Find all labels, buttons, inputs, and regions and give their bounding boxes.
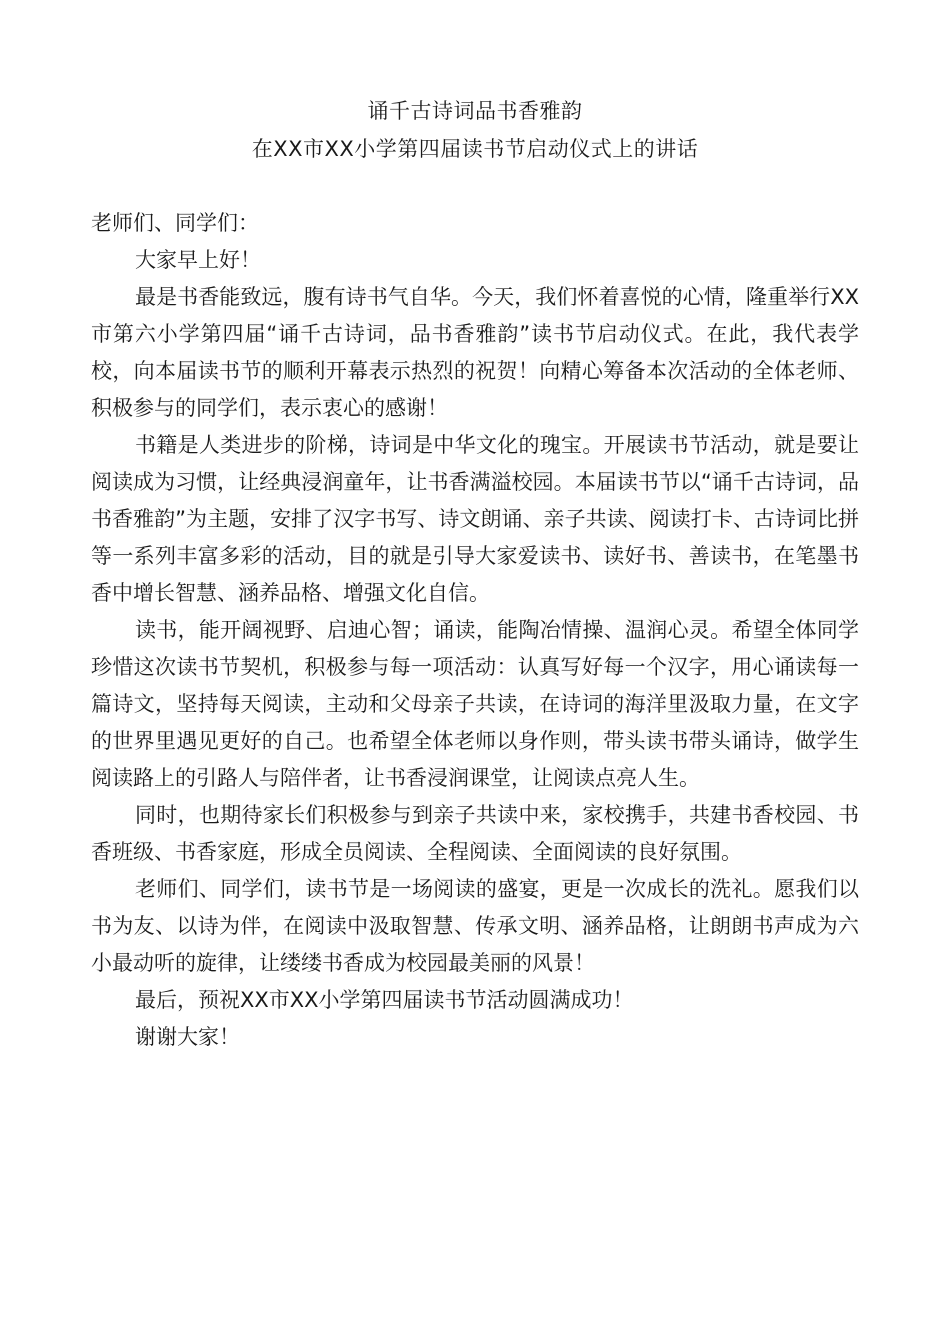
paragraph-wishes: 老师们、同学们，读书节是一场阅读的盛宴，更是一次成长的洗礼。愿我们以书为友、以诗为伴，在阅读中汲取智慧、传承文明、涵养品格，让朗朗书声成为六小最动听的旋律，让缕缕书香成为校园最美丽的风景！ xyxy=(91,877,859,975)
document-title: 诵千古诗词品书香雅韵 xyxy=(367,99,583,123)
paragraph-thanks: 谢谢大家！ xyxy=(135,1025,240,1049)
document-subtitle: 在XX市XX小学第四届读书节启动仪式上的讲话 xyxy=(251,137,699,161)
paragraph-closing: 最后，预祝XX市XX小学第四届读书节活动圆满成功！ xyxy=(135,988,634,1012)
speech-body xyxy=(91,205,859,1056)
paragraph-hopes: 读书，能开阔视野、启迪心智；诵读，能陶冶情操、温润心灵。希望全体同学珍惜这次读书节契机，积极参与每一项活动：认真写好每一个汉字，用心诵读每一篇诗文，坚持每天阅读，主动和父母亲子共读，在诗词的海洋里汲取力量，在文字的世界里遇见更好的自己。也希望全体老师以身作则，带头读书带头诵诗，做学生阅读路上的引路人与陪伴者，让书香浸润课堂，让阅读点亮人生。 xyxy=(91,618,859,790)
paragraph-opening: 最是书香能致远，腹有诗书气自华。今天，我们怀着喜悦的心情，隆重举行XX市第六小学第四届“诵千古诗词，品书香雅韵”读书节启动仪式。在此，我代表学校，向本届读书节的顺利开幕表示热烈的祝贺！向精心筹备本次活动的全体老师、积极参与的同学们，表示衷心的感谢！ xyxy=(91,285,859,420)
paragraph-greeting: 大家早上好！ xyxy=(135,248,261,272)
salutation: 老师们、同学们： xyxy=(91,211,259,235)
paragraph-purpose: 书籍是人类进步的阶梯，诗词是中华文化的瑰宝。开展读书节活动，就是要让阅读成为习惯，让经典浸润童年，让书香满溢校园。本届读书节以“诵千古诗词，品书香雅韵”为主题，安排了汉字书写、诗文朗诵、亲子共读、阅读打卡、古诗词比拼等一系列丰富多彩的活动，目的就是引导大家爱读书、读好书、善读书，在笔墨书香中增长智慧、涵养品格、增强文化自信。 xyxy=(91,433,859,605)
paragraph-parents: 同时，也期待家长们积极参与到亲子共读中来，家校携手，共建书香校园、书香班级、书香家庭，形成全员阅读、全程阅读、全面阅读的良好氛围。 xyxy=(91,803,859,864)
title-block xyxy=(0,92,950,168)
